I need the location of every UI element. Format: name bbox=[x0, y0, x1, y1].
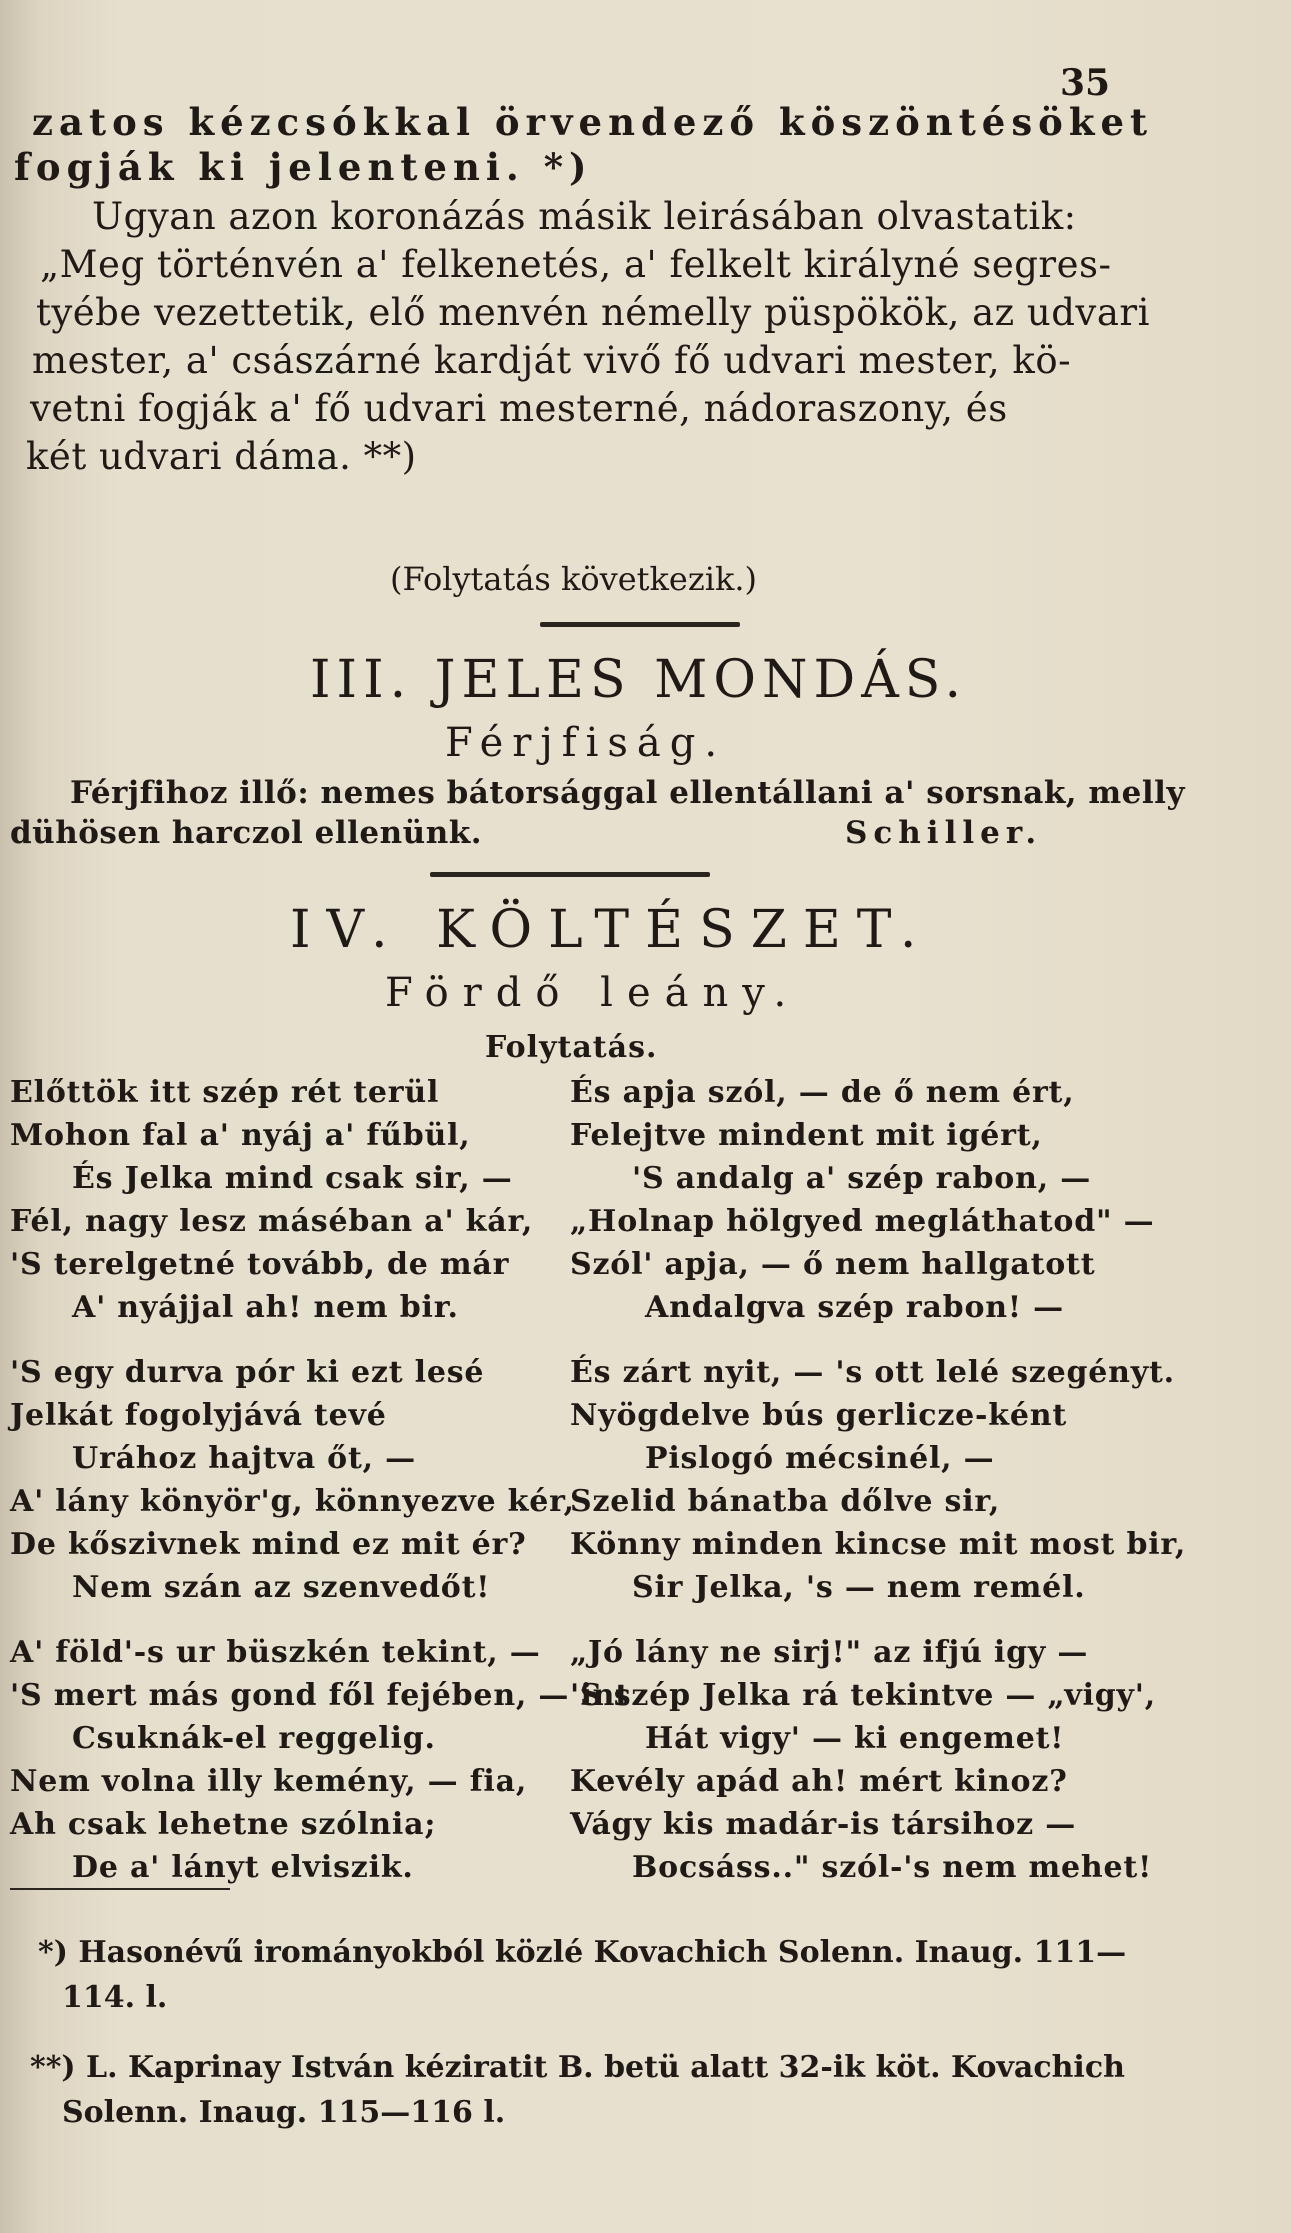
prose-line: tyébe vezettetik, elő menvén némelly püspökök, az udvari bbox=[36, 291, 1150, 334]
prose-line: Ugyan azon koronázás másik leirásában olvastatik: bbox=[92, 195, 1077, 238]
quote-line: dühösen harczol ellenünk. bbox=[10, 815, 483, 851]
footnote-line: 114. l. bbox=[62, 1980, 168, 2015]
poem-line: A' lány könyör'g, könnyezve kér, bbox=[10, 1484, 575, 1519]
prose-line: zatos kézcsókkal örvendező köszöntésöket bbox=[32, 100, 1154, 144]
poem-line: Előttök itt szép rét terül bbox=[10, 1075, 440, 1110]
poem-line: „Jó lány ne sirj!" az ifjú igy — bbox=[570, 1635, 1089, 1670]
section-subheading: Férjfiság. bbox=[445, 720, 727, 766]
poem-line: Pislogó mécsinél, — bbox=[645, 1441, 995, 1476]
poem-line: Jelkát fogolyjává tevé bbox=[10, 1398, 387, 1433]
prose-line: „Meg történvén a' felkenetés, a' felkelt királyné segres- bbox=[40, 243, 1112, 286]
footnote-line: **) L. Kaprinay István kéziratit B. betü alatt 32-ik köt. Kovachich bbox=[30, 2050, 1125, 2085]
poem-line: 'S andalg a' szép rabon, — bbox=[632, 1161, 1092, 1196]
poem-line: Szelid bánatba dőlve sir, bbox=[570, 1484, 1001, 1519]
section-heading: III. JELES MONDÁS. bbox=[310, 650, 968, 710]
prose-line: két udvari dáma. **) bbox=[26, 435, 417, 478]
poem-continuation-label: Folytatás. bbox=[485, 1030, 658, 1065]
poem-line: Sir Jelka, 's — nem remél. bbox=[632, 1570, 1086, 1605]
poem-line: Nem szán az szenvedőt! bbox=[72, 1570, 491, 1605]
poem-line: Csuknák-el reggelig. bbox=[72, 1721, 436, 1756]
poem-line: Vágy kis madár-is társihoz — bbox=[570, 1807, 1077, 1842]
prose-line: mester, a' császárné kardját vivő fő udvari mester, kö- bbox=[32, 339, 1072, 382]
poem-line: Ah csak lehetne szólnia; bbox=[10, 1807, 437, 1842]
footnote-line: Solenn. Inaug. 115—116 l. bbox=[62, 2095, 506, 2130]
prose-line: vetni fogják a' fő udvari mesterné, nádoraszony, és bbox=[30, 387, 1008, 430]
poem-line: A' föld'-s ur büszkén tekint, — bbox=[10, 1635, 541, 1670]
section-divider bbox=[540, 622, 740, 627]
poem-line: Nem volna illy kemény, — fia, bbox=[10, 1764, 528, 1799]
poem-line: És zárt nyit, — 's ott lelé szegényt. bbox=[570, 1355, 1175, 1390]
section-heading: IV. KÖLTÉSZET. bbox=[290, 900, 933, 960]
poem-line: De kőszivnek mind ez mit ér? bbox=[10, 1527, 527, 1562]
poem-line: De a' lányt elviszik. bbox=[72, 1850, 414, 1885]
quote-line: Férjfihoz illő: nemes bátorsággal ellentállani a' sorsnak, melly bbox=[70, 775, 1185, 811]
footnote-rule bbox=[10, 1888, 230, 1890]
poem-line: A' nyájjal ah! nem bir. bbox=[72, 1290, 459, 1325]
poem-line: 'S terelgetné tovább, de már bbox=[10, 1247, 510, 1282]
poem-line: És apja szól, — de ő nem ért, bbox=[570, 1075, 1075, 1110]
poem-line: Hát vigy' — ki engemet! bbox=[645, 1721, 1065, 1756]
page-number: 35 bbox=[1060, 62, 1111, 104]
quote-author: Schiller. bbox=[845, 815, 1043, 851]
poem-line: Fél, nagy lesz máséban a' kár, bbox=[10, 1204, 534, 1239]
poem-line: Kevély apád ah! mért kinoz? bbox=[570, 1764, 1068, 1799]
poem-line: Mohon fal a' nyáj a' fűbül, bbox=[10, 1118, 471, 1153]
section-divider bbox=[430, 872, 710, 877]
poem-line: Szól' apja, — ő nem hallgatott bbox=[570, 1247, 1096, 1282]
poem-line: 'S szép Jelka rá tekintve — „vigy', bbox=[570, 1678, 1157, 1713]
poem-line: 'S egy durva pór ki ezt lesé bbox=[10, 1355, 485, 1390]
poem-line: Nyögdelve bús gerlicze-ként bbox=[570, 1398, 1068, 1433]
poem-line: Andalgva szép rabon! — bbox=[645, 1290, 1064, 1325]
footnote-line: *) Hasonévű irományokból közlé Kovachich Solenn. Inaug. 111— bbox=[38, 1935, 1127, 1970]
poem-line: Felejtve mindent mit igért, bbox=[570, 1118, 1043, 1153]
poem-line: „Holnap hölgyed megláthatod" — bbox=[570, 1204, 1155, 1239]
poem-line: Bocsáss.." szól-'s nem mehet! bbox=[632, 1850, 1153, 1885]
poem-line: Urához hajtva őt, — bbox=[72, 1441, 416, 1476]
section-subheading: Fördő leány. bbox=[385, 970, 801, 1016]
continuation-note: (Folytatás következik.) bbox=[390, 560, 757, 598]
poem-line: 'S mert más gond fől fejében, — int bbox=[10, 1678, 630, 1713]
poem-line: És Jelka mind csak sir, — bbox=[72, 1161, 513, 1196]
prose-line: fogják ki jelenteni. *) bbox=[14, 145, 593, 189]
poem-line: Könny minden kincse mit most bir, bbox=[570, 1527, 1187, 1562]
